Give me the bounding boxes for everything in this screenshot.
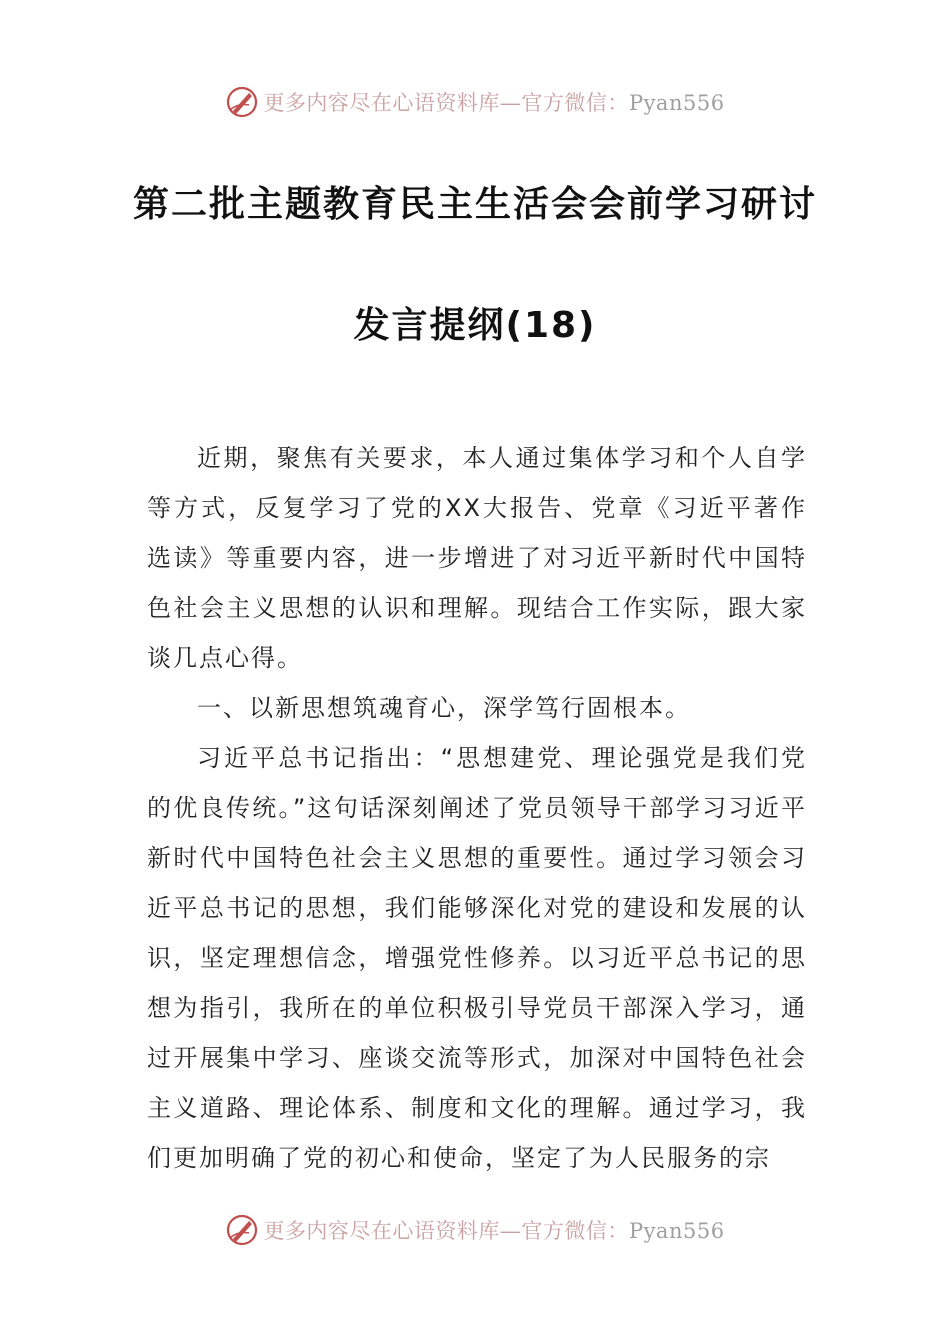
footer-banner-text: 更多内容尽在心语资料库—官方微信：Pyan556 <box>263 1219 725 1243</box>
header-wechat-id: Pyan556 <box>628 91 725 115</box>
footer-wechat-id: Pyan556 <box>628 1219 725 1243</box>
paragraph-heading-1: 一、以新思想筑魂育心，深学笃行固根本。 <box>197 694 691 722</box>
document-title-line2: 发言提纲(18) <box>353 305 597 346</box>
paragraph-section-1: 习近平总书记指出：“思想建党、理论强党是我们党的优良传统。”这句话深刻阐述了党员领导干部学习习近平新时代中国特色社会主义思想的重要性。通过学习领会习近平总书记的思想，我们能够深化对党的建设和发展的认识，坚定理想信念，增强党性修养。以习近平总书记的思想为指引，我所在的单位积极引导党员干部深入学习，通过开展集中学习、座谈交流等形式，加深对中国特色社会主义道路、理论体系、制度和文化的理解。通过学习，我们更加明确了党的初心和使命，坚定了为人民服务的宗 <box>147 744 807 1172</box>
paragraph-intro: 近期，聚焦有关要求，本人通过集体学习和个人自学等方式，反复学习了党的XX大报告、党章《习近平著作选读》等重要内容，进一步增进了对习近平新时代中国特色社会主义思想的认识和理解。现结合工作实际，跟大家谈几点心得。 <box>147 444 807 672</box>
pen-circle-logo-icon <box>225 85 259 119</box>
document-body <box>147 433 807 1183</box>
footer-banner <box>0 1210 950 1250</box>
header-banner-text: 更多内容尽在心语资料库—官方微信：Pyan556 <box>263 91 725 115</box>
pen-circle-logo-icon <box>225 1213 259 1247</box>
header-banner <box>0 82 950 122</box>
document-title-line1: 第二批主题教育民主生活会会前学习研讨 <box>132 184 817 225</box>
